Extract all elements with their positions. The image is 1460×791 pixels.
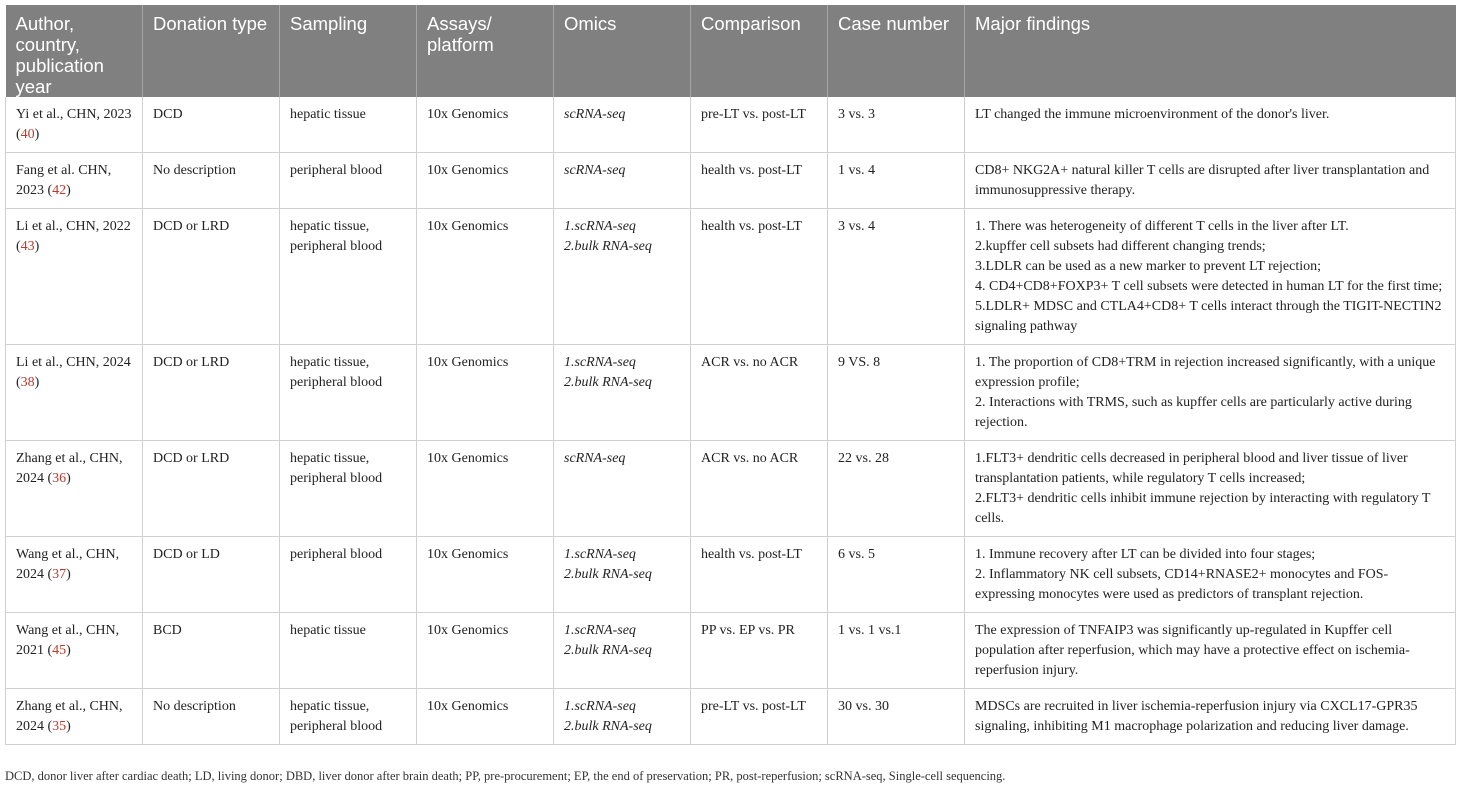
reference-link[interactable]: 40	[20, 127, 35, 142]
sampling-cell	[280, 153, 417, 209]
comparison-cell: pre-LT vs. post-LT	[691, 689, 828, 745]
header-sampling: Sampling	[280, 5, 417, 97]
reference-link[interactable]: 45	[52, 643, 67, 658]
header-donation-type: Donation type	[143, 5, 280, 97]
omics-line: 2.bulk RNA-seq	[564, 375, 652, 390]
header-row	[6, 5, 1456, 97]
sampling-line: peripheral blood	[290, 163, 383, 178]
author-text-end: )	[66, 471, 71, 486]
assay-platform-cell: 10x Genomics	[417, 209, 554, 345]
assay-platform-cell: 10x Genomics	[417, 613, 554, 689]
sampling-cell	[280, 613, 417, 689]
finding-line: 1. The proportion of CD8+TRM in rejection increased significantly, with a unique expression profile;	[975, 355, 1436, 390]
assay-platform-cell: 10x Genomics	[417, 689, 554, 745]
omics-cell	[554, 689, 691, 745]
sampling-line: hepatic tissue,	[290, 355, 370, 370]
table-row	[6, 613, 1456, 689]
author-text: Li et al., CHN, 2022 (	[16, 219, 131, 254]
omics-line: 1.scRNA-seq	[564, 623, 636, 638]
donation-type-cell: BCD	[143, 613, 280, 689]
omics-line: scRNA-seq	[564, 163, 626, 178]
table-row	[6, 97, 1456, 153]
finding-line: 1. Immune recovery after LT can be divided into four stages;	[975, 547, 1316, 562]
assay-platform-cell: 10x Genomics	[417, 97, 554, 153]
findings-cell	[965, 209, 1456, 345]
case-number-cell: 22 vs. 28	[828, 441, 965, 537]
author-cell	[6, 689, 143, 745]
finding-line: The expression of TNFAIP3 was significantly up-regulated in Kupffer cell population after reperfusion, which may have a protective effect on ischemia-reperfusion injury.	[975, 623, 1410, 678]
sampling-cell	[280, 537, 417, 613]
omics-line: 1.scRNA-seq	[564, 699, 636, 714]
donation-type-cell: No description	[143, 153, 280, 209]
author-text: Yi et al., CHN, 2023 (	[16, 107, 132, 142]
table-row	[6, 441, 1456, 537]
omics-cell	[554, 209, 691, 345]
omics-line: 1.scRNA-seq	[564, 219, 636, 234]
findings-cell	[965, 537, 1456, 613]
sampling-line: peripheral blood	[290, 547, 383, 562]
finding-line: 2. Interactions with TRMS, such as kupffer cells are particularly active during rejection.	[975, 395, 1412, 430]
findings-cell	[965, 153, 1456, 209]
author-text: Wang et al., CHN, 2024 (	[16, 547, 120, 582]
omics-line: 2.bulk RNA-seq	[564, 643, 652, 658]
header-omics: Omics	[554, 5, 691, 97]
reference-link[interactable]: 42	[52, 183, 67, 198]
sampling-cell	[280, 97, 417, 153]
omics-cell	[554, 345, 691, 441]
sampling-line: peripheral blood	[290, 375, 383, 390]
assay-platform-cell: 10x Genomics	[417, 537, 554, 613]
author-cell	[6, 153, 143, 209]
case-number-cell: 30 vs. 30	[828, 689, 965, 745]
findings-cell	[965, 97, 1456, 153]
reference-link[interactable]: 35	[52, 719, 67, 734]
finding-line: MDSCs are recruited in liver ischemia-reperfusion injury via CXCL17-GPR35 signaling, inhibiting M1 macrophage polarization and reducing liver damage.	[975, 699, 1418, 734]
sampling-cell	[280, 689, 417, 745]
table-footnote: DCD, donor liver after cardiac death; LD, living donor; DBD, liver donor after brain death; PP, pre-procurement; EP, the end of preservation; PR, post-reperfusion; scRNA-seq, Single-cell sequencing.	[5, 769, 1006, 783]
sampling-line: hepatic tissue	[290, 107, 366, 122]
table-row	[6, 345, 1456, 441]
table-row	[6, 689, 1456, 745]
finding-line: 2.FLT3+ dendritic cells inhibit immune rejection by interacting with regulatory T cells.	[975, 491, 1431, 526]
donation-type-cell: No description	[143, 689, 280, 745]
author-cell	[6, 97, 143, 153]
header-case-number: Case number	[828, 5, 965, 97]
assay-platform-cell: 10x Genomics	[417, 153, 554, 209]
sampling-line: peripheral blood	[290, 719, 383, 734]
author-text-end: )	[66, 183, 71, 198]
donation-type-cell: DCD or LRD	[143, 345, 280, 441]
table-row	[6, 153, 1456, 209]
reference-link[interactable]: 36	[52, 471, 67, 486]
table-row	[6, 209, 1456, 345]
findings-cell	[965, 345, 1456, 441]
sampling-line: hepatic tissue,	[290, 451, 370, 466]
author-text-end: )	[34, 375, 40, 390]
sampling-cell	[280, 441, 417, 537]
case-number-cell: 6 vs. 5	[828, 537, 965, 613]
omics-line: 1.scRNA-seq	[564, 355, 636, 370]
case-number-cell: 9 VS. 8	[828, 345, 965, 441]
sampling-cell	[280, 209, 417, 345]
sampling-line: hepatic tissue,	[290, 699, 370, 714]
sampling-line: peripheral blood	[290, 471, 383, 486]
studies-table	[5, 5, 1456, 745]
comparison-cell: health vs. post-LT	[691, 209, 828, 345]
findings-cell	[965, 613, 1456, 689]
author-text-end: )	[66, 719, 71, 734]
author-cell	[6, 209, 143, 345]
findings-cell	[965, 689, 1456, 745]
header-assays-platform: Assays/ platform	[417, 5, 554, 97]
donation-type-cell: DCD or LD	[143, 537, 280, 613]
author-text: Zhang et al., CHN, 2024 (	[16, 451, 123, 486]
omics-line: 2.bulk RNA-seq	[564, 719, 652, 734]
author-text-end: )	[66, 643, 71, 658]
sampling-line: peripheral blood	[290, 239, 383, 254]
comparison-cell: health vs. post-LT	[691, 153, 828, 209]
finding-line: 1. There was heterogeneity of different T cells in the liver after LT.	[975, 219, 1349, 234]
finding-line: 5.LDLR+ MDSC and CTLA4+CD8+ T cells interact through the TIGIT-NECTIN2 signaling pathway	[975, 299, 1442, 334]
sampling-line: hepatic tissue,	[290, 219, 370, 234]
finding-line: LT changed the immune microenvironment of the donor's liver.	[975, 107, 1330, 122]
omics-cell	[554, 441, 691, 537]
header-comparison: Comparison	[691, 5, 828, 97]
author-text: Fang et al. CHN, 2023 (	[16, 163, 112, 198]
comparison-cell: ACR vs. no ACR	[691, 345, 828, 441]
case-number-cell: 1 vs. 1 vs.1	[828, 613, 965, 689]
finding-line: CD8+ NKG2A+ natural killer T cells are disrupted after liver transplantation and immunosuppressive therapy.	[975, 163, 1430, 198]
sampling-cell	[280, 345, 417, 441]
table-row	[6, 537, 1456, 613]
comparison-cell: PP vs. EP vs. PR	[691, 613, 828, 689]
reference-link[interactable]: 43	[20, 239, 35, 254]
author-text: Zhang et al., CHN, 2024 (	[16, 699, 123, 734]
omics-cell	[554, 613, 691, 689]
comparison-cell: health vs. post-LT	[691, 537, 828, 613]
author-text-end: )	[34, 239, 40, 254]
omics-line: 1.scRNA-seq	[564, 547, 636, 562]
author-text-end: )	[34, 127, 40, 142]
donation-type-cell: DCD	[143, 97, 280, 153]
assay-platform-cell: 10x Genomics	[417, 345, 554, 441]
omics-line: 2.bulk RNA-seq	[564, 567, 652, 582]
sampling-line: hepatic tissue	[290, 623, 366, 638]
donation-type-cell: DCD or LRD	[143, 441, 280, 537]
omics-line: 2.bulk RNA-seq	[564, 239, 652, 254]
finding-line: 1.FLT3+ dendritic cells decreased in peripheral blood and liver tissue of liver transplantation patients, while regulatory T cells increased;	[975, 451, 1408, 486]
omics-cell	[554, 153, 691, 209]
omics-line: scRNA-seq	[564, 107, 626, 122]
author-text: Wang et al., CHN, 2021 (	[16, 623, 120, 658]
finding-line: 4. CD4+CD8+FOXP3+ T cell subsets were detected in human LT for the first time;	[975, 279, 1443, 294]
case-number-cell: 3 vs. 3	[828, 97, 965, 153]
omics-line: scRNA-seq	[564, 451, 626, 466]
finding-line: 3.LDLR can be used as a new marker to prevent LT rejection;	[975, 259, 1321, 274]
findings-cell	[965, 441, 1456, 537]
finding-line: 2.kupffer cell subsets had different changing trends;	[975, 239, 1266, 254]
author-cell	[6, 441, 143, 537]
author-cell	[6, 537, 143, 613]
omics-cell	[554, 537, 691, 613]
author-cell	[6, 345, 143, 441]
assay-platform-cell: 10x Genomics	[417, 441, 554, 537]
header-author: Author, country, publication year	[6, 5, 143, 97]
case-number-cell: 3 vs. 4	[828, 209, 965, 345]
header-major-findings: Major findings	[965, 5, 1456, 97]
author-text-end: )	[66, 567, 71, 582]
comparison-cell: pre-LT vs. post-LT	[691, 97, 828, 153]
reference-link[interactable]: 38	[20, 375, 35, 390]
omics-cell	[554, 97, 691, 153]
comparison-cell: ACR vs. no ACR	[691, 441, 828, 537]
author-cell	[6, 613, 143, 689]
donation-type-cell: DCD or LRD	[143, 209, 280, 345]
author-text: Li et al., CHN, 2024 (	[16, 355, 131, 390]
reference-link[interactable]: 37	[52, 567, 67, 582]
case-number-cell: 1 vs. 4	[828, 153, 965, 209]
finding-line: 2. Inflammatory NK cell subsets, CD14+RNASE2+ monocytes and FOS-expressing monocytes were used as predictors of transplant rejection.	[975, 567, 1389, 602]
